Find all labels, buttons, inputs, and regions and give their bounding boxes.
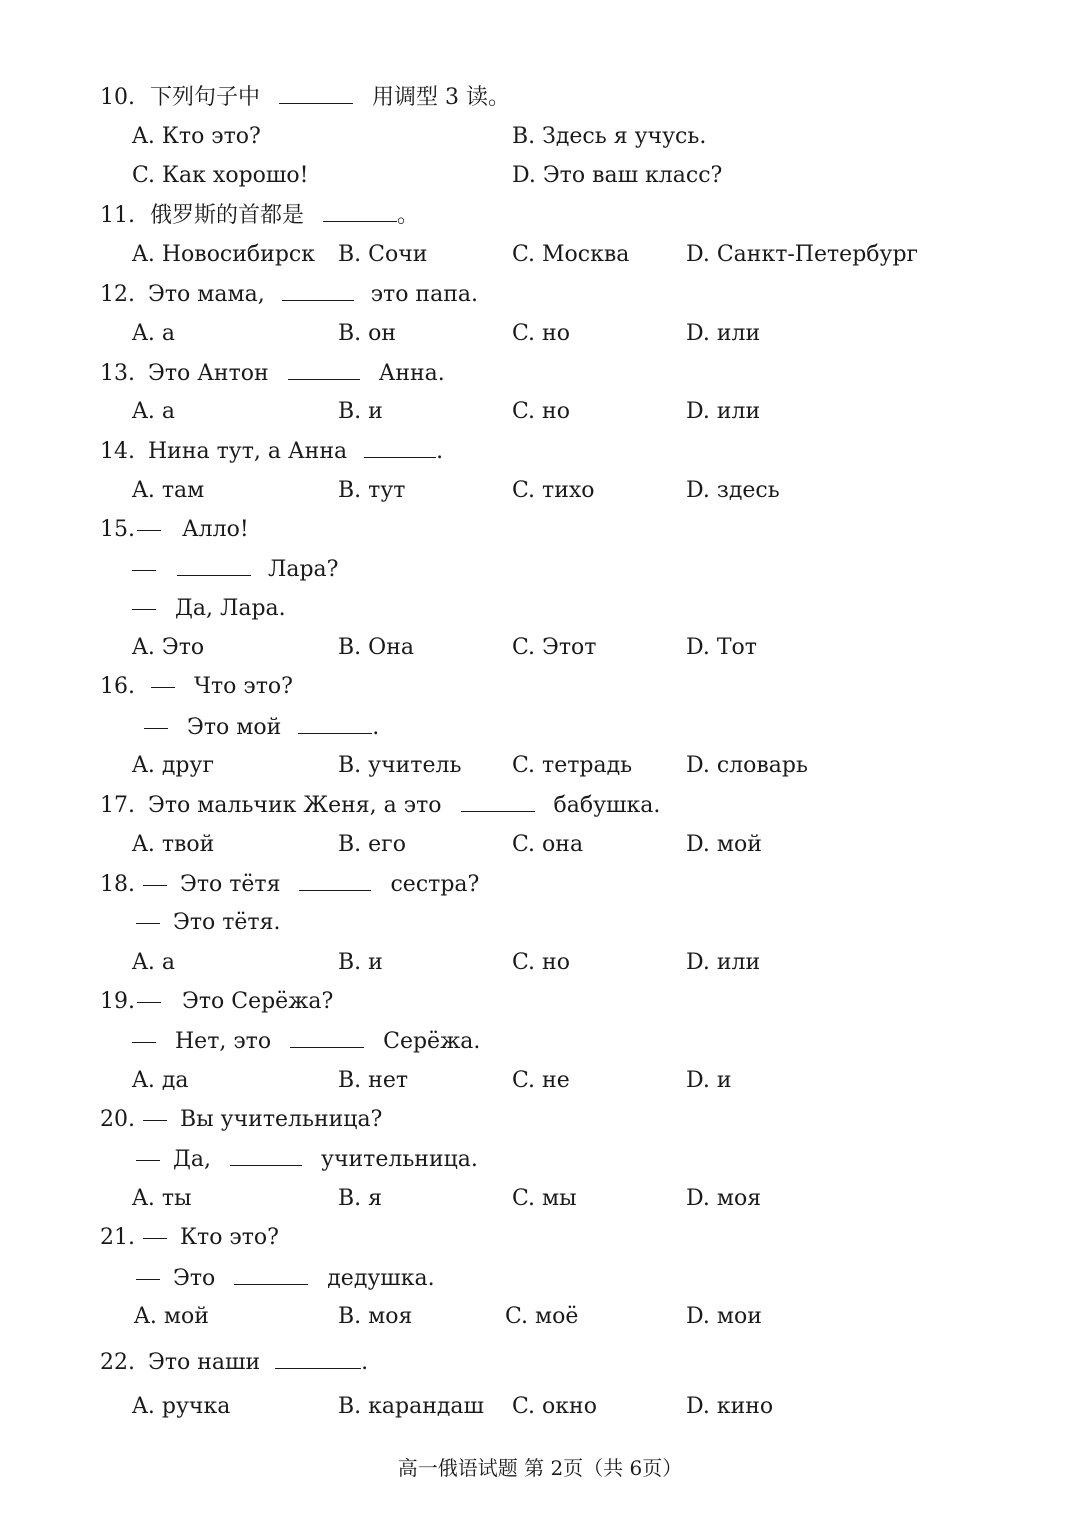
option: D. мои <box>686 1304 762 1329</box>
question-stem: 下列句子中 <box>150 85 261 110</box>
dialogue-row <box>136 1264 435 1293</box>
option: B. он <box>338 321 397 346</box>
dialogue-line: Серёжа. <box>383 1029 481 1054</box>
option: D. словарь <box>686 753 808 778</box>
option: B. тут <box>338 478 406 503</box>
option: C. тихо <box>512 478 595 503</box>
option: D. Тот <box>686 635 757 660</box>
question-stem: Это мама, <box>148 282 265 307</box>
question-number: 10. <box>100 85 135 110</box>
dialogue-line: Вы учительница? <box>180 1107 383 1132</box>
question-stem: . <box>436 439 444 464</box>
option: A. Это <box>132 635 205 660</box>
dialogue-line: Это мой <box>187 715 282 740</box>
dialogue-line: Это <box>173 1266 216 1291</box>
option: D. моя <box>686 1186 762 1211</box>
option: C. но <box>512 321 570 346</box>
question-stem: Это Антон <box>148 361 269 386</box>
dialogue-row <box>144 713 379 742</box>
option: D. Санкт-Петербург <box>686 242 919 267</box>
question-22 <box>100 1348 368 1377</box>
dialogue-line: дедушка. <box>327 1266 435 1291</box>
option: A. там <box>132 478 205 503</box>
option: B. моя <box>338 1304 413 1329</box>
question-stem: это папа. <box>370 282 478 307</box>
answer-blank <box>282 280 354 301</box>
option: A. а <box>132 399 175 424</box>
dialogue-line: Это Серёжа? <box>182 989 334 1014</box>
dialogue-line: Да, Лара. <box>175 596 286 621</box>
answer-blank <box>290 1027 364 1048</box>
answer-blank <box>364 437 436 458</box>
question-number: 15. <box>100 517 135 542</box>
dialogue-dash <box>151 687 175 688</box>
page-footer: 高一俄语试题 第 2页（共 6页） <box>397 1456 683 1480</box>
option: B. Здесь я учусь. <box>512 124 707 149</box>
option: A. ты <box>132 1186 192 1211</box>
question-19 <box>100 988 333 1016</box>
option: A. а <box>132 950 175 975</box>
option: C. она <box>512 832 584 857</box>
question-number: 21. <box>100 1225 135 1250</box>
dialogue-line: Это тётя <box>180 872 281 897</box>
question-number: 14. <box>100 439 135 464</box>
option: C. Как хорошо! <box>132 163 309 188</box>
option: C. но <box>512 399 570 424</box>
dialogue-dash <box>144 728 168 729</box>
question-number: 12. <box>100 282 135 307</box>
question-21 <box>100 1224 279 1252</box>
dialogue-row <box>132 555 338 584</box>
question-number: 19. <box>100 989 135 1014</box>
question-stem: 。 <box>397 203 420 228</box>
question-20 <box>100 1106 382 1134</box>
dialogue-row <box>136 909 280 937</box>
option: B. я <box>338 1186 383 1211</box>
dialogue-line: Это тётя. <box>173 910 281 935</box>
question-11 <box>100 201 419 230</box>
question-16 <box>100 673 293 701</box>
answer-blank <box>177 555 251 576</box>
question-12 <box>100 280 478 309</box>
option: B. и <box>338 950 383 975</box>
option: A. да <box>132 1068 189 1093</box>
dialogue-row <box>132 1027 480 1056</box>
question-number: 20. <box>100 1107 135 1132</box>
option: B. учитель <box>338 753 462 778</box>
option: D. или <box>686 321 761 346</box>
dialogue-line: . <box>372 715 380 740</box>
option: D. Это ваш класс? <box>512 163 723 188</box>
option: D. кино <box>686 1394 774 1419</box>
option: B. нет <box>338 1068 409 1093</box>
question-stem: . <box>361 1350 369 1375</box>
option: C. моё <box>505 1304 579 1329</box>
question-stem: 用调型 3 读。 <box>372 85 510 110</box>
question-number: 17. <box>100 793 135 818</box>
question-stem: Это наши <box>148 1350 261 1375</box>
option: C. Этот <box>512 635 597 660</box>
dialogue-line: Нет, это <box>175 1029 272 1054</box>
dialogue-dash <box>137 1002 161 1003</box>
question-stem: Анна. <box>378 361 445 386</box>
dialogue-dash <box>136 1160 160 1161</box>
option: C. Москва <box>512 242 630 267</box>
option: A. ручка <box>132 1394 231 1419</box>
option: C. не <box>512 1068 570 1093</box>
option: B. его <box>338 832 406 857</box>
answer-blank <box>299 870 371 891</box>
answer-blank <box>234 1264 308 1285</box>
question-14 <box>100 437 443 466</box>
dialogue-dash <box>136 923 160 924</box>
dialogue-line: сестра? <box>390 872 480 897</box>
answer-blank <box>275 1348 361 1369</box>
question-number: 18. <box>100 872 135 897</box>
option: A. твой <box>132 832 215 857</box>
option: C. тетрадь <box>512 753 633 778</box>
dialogue-dash <box>136 1279 160 1280</box>
option: C. но <box>512 950 570 975</box>
question-18 <box>100 870 479 899</box>
answer-blank <box>288 359 360 380</box>
question-stem: Это мальчик Женя, а это <box>148 793 442 818</box>
option: D. или <box>686 399 761 424</box>
dialogue-row <box>136 1145 478 1174</box>
question-stem: 俄罗斯的首都是 <box>150 203 305 228</box>
option: D. мой <box>686 832 762 857</box>
answer-blank <box>323 201 397 222</box>
question-number: 11. <box>100 203 135 228</box>
option: B. и <box>338 399 383 424</box>
answer-blank <box>298 713 372 734</box>
option: B. Она <box>338 635 414 660</box>
answer-blank <box>461 791 535 812</box>
dialogue-dash <box>132 570 156 571</box>
dialogue-dash <box>143 1238 167 1239</box>
question-17 <box>100 791 660 820</box>
option: B. карандаш <box>338 1394 484 1419</box>
question-number: 16. <box>100 674 135 699</box>
option: D. или <box>686 950 761 975</box>
dialogue-row <box>132 595 286 623</box>
question-stem: Нина тут, а Анна <box>148 439 348 464</box>
question-number: 13. <box>100 361 135 386</box>
answer-blank <box>230 1145 302 1166</box>
dialogue-dash <box>132 609 156 610</box>
option: D. и <box>686 1068 732 1093</box>
option: C. мы <box>512 1186 577 1211</box>
question-13 <box>100 359 445 388</box>
question-number: 22. <box>100 1350 135 1375</box>
option: B. Сочи <box>338 242 428 267</box>
option: A. а <box>132 321 175 346</box>
option: A. Новосибирск <box>132 242 315 267</box>
question-10 <box>100 83 510 112</box>
option: C. окно <box>512 1394 597 1419</box>
option: A. Кто это? <box>132 124 261 149</box>
dialogue-dash <box>132 1042 156 1043</box>
dialogue-line: Что это? <box>194 674 293 699</box>
dialogue-dash <box>137 530 161 531</box>
question-15 <box>100 516 249 544</box>
option: D. здесь <box>686 478 780 503</box>
dialogue-dash <box>143 885 167 886</box>
dialogue-dash <box>143 1120 167 1121</box>
dialogue-line: Лара? <box>268 557 339 582</box>
answer-blank <box>279 83 353 104</box>
dialogue-line: учительница. <box>321 1147 478 1172</box>
dialogue-line: Да, <box>173 1147 211 1172</box>
question-stem: бабушка. <box>553 793 661 818</box>
dialogue-line: Алло! <box>182 517 249 542</box>
option: A. друг <box>132 753 214 778</box>
dialogue-line: Кто это? <box>180 1225 279 1250</box>
option: A. мой <box>134 1304 209 1329</box>
